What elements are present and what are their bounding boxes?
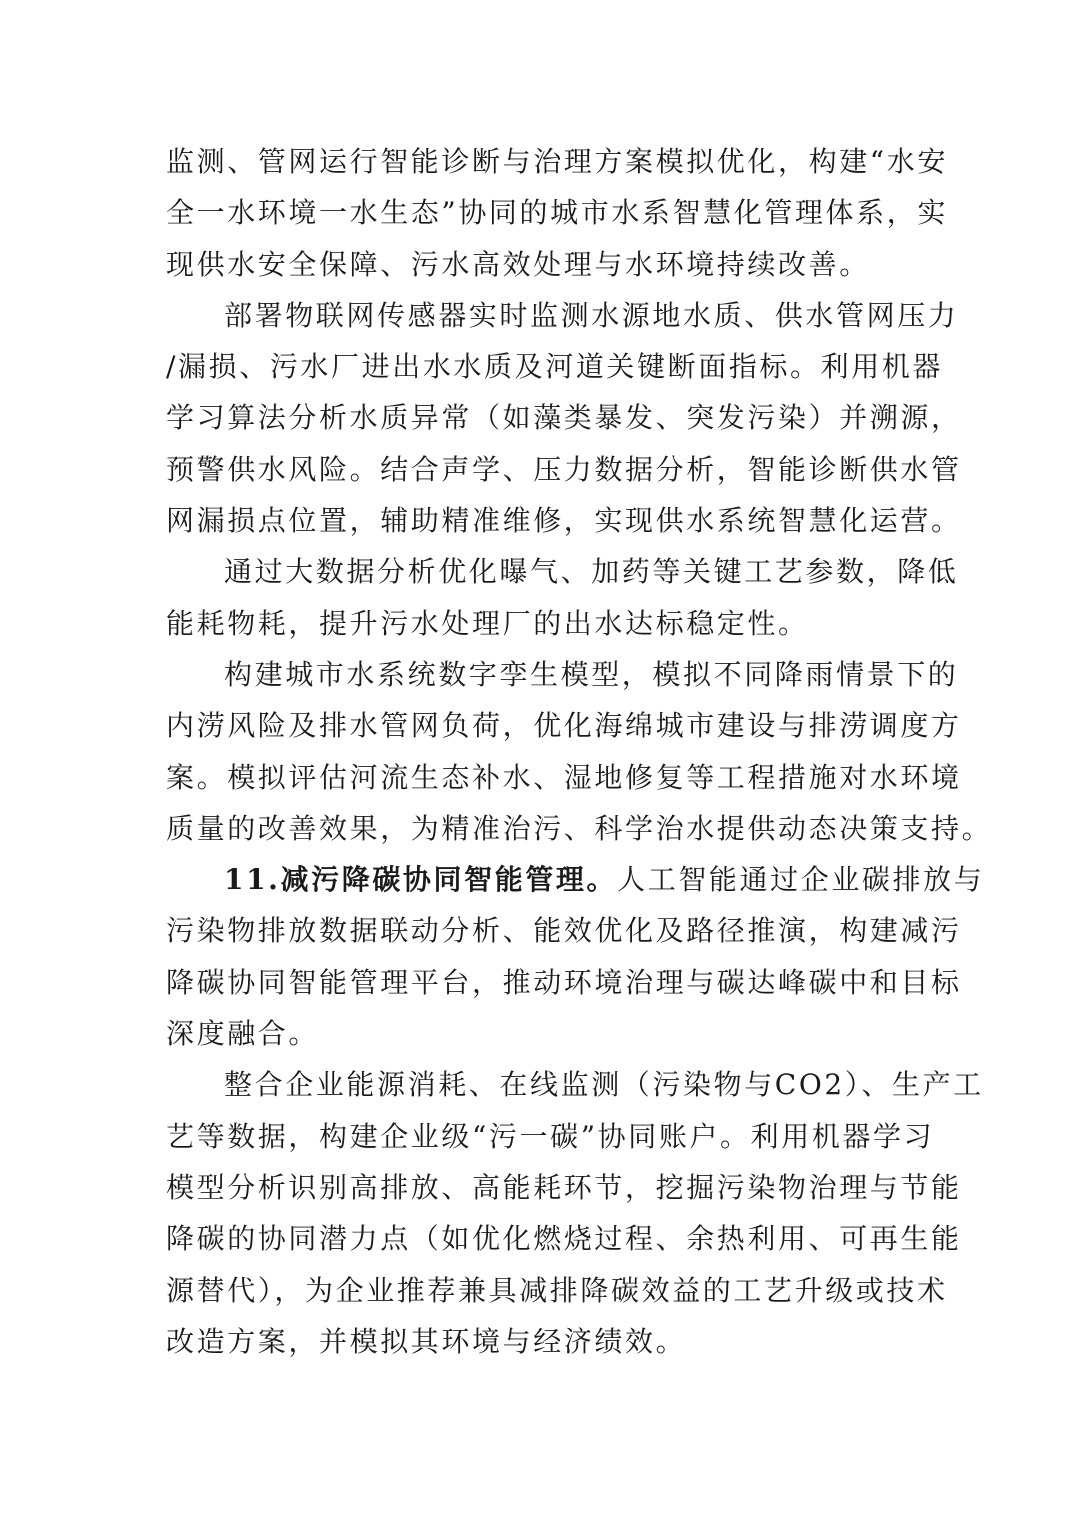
- text-line: 改造方案，并模拟其环境与经济绩效。: [166, 1324, 687, 1358]
- text-line: 内涝风险及排水管网负荷，优化海绵城市建设与排涝调度方: [166, 709, 962, 743]
- text-line: 模型分析识别高排放、高能耗环节，挖掘污染物治理与节能: [166, 1170, 962, 1204]
- section-heading: 11.减污降碳协同智能管理。: [224, 863, 618, 897]
- text-line: 现供水安全保障、污水高效处理与水环境持续改善。: [166, 247, 870, 281]
- text-line: 降碳协同智能管理平台，推动环境治理与碳达峰碳中和目标: [166, 965, 962, 999]
- text-line: 源替代），为企业推荐兼具减排降碳效益的工艺升级或技术: [166, 1273, 948, 1307]
- text-line: 预警供水风险。结合声学、压力数据分析，智能诊断供水管: [166, 452, 962, 486]
- text-line: 污染物排放数据联动分析、能效优化及路径推演，构建减污: [166, 914, 962, 948]
- text-line: 质量的改善效果，为精准治污、科学治水提供动态决策支持。: [166, 811, 993, 845]
- paragraph-first-line: 部署物联网传感器实时监测水源地水质、供水管网压力: [224, 298, 959, 332]
- section-heading-text: 人工智能通过企业碳排放与: [617, 863, 985, 897]
- section-heading-line: [166, 854, 985, 905]
- document-body: [166, 136, 993, 1367]
- text-line: /漏损、污水厂进出水水质及河道关键断面指标。利用机器: [166, 350, 944, 384]
- text-line: 降碳的协同潜力点（如优化燃烧过程、余热利用、可再生能: [166, 1222, 962, 1256]
- paragraph-first-line: 整合企业能源消耗、在线监测（污染物与CO2）、生产工: [224, 1068, 984, 1102]
- text-line: 深度融合。: [166, 1017, 320, 1051]
- text-line: 艺等数据，构建企业级“污一碳”协同账户。利用机器学习: [166, 1119, 935, 1153]
- text-line: 网漏损点位置，辅助精准维修，实现供水系统智慧化运营。: [166, 504, 962, 538]
- paragraph-first-line: 通过大数据分析优化曝气、加药等关键工艺参数，降低: [224, 555, 959, 589]
- paragraph-first-line: 构建城市水系统数字孪生模型，模拟不同降雨情景下的: [224, 657, 959, 691]
- text-line: 监测、管网运行智能诊断与治理方案模拟优化，构建“水安: [166, 145, 948, 178]
- text-line: 能耗物耗，提升污水处理厂的出水达标稳定性。: [166, 606, 809, 640]
- text-line: 案。模拟评估河流生态补水、湿地修复等工程措施对水环境: [166, 760, 962, 794]
- text-line: 全一水环境一水生态”协同的城市水系智慧化管理体系，实: [166, 196, 948, 230]
- text-line: 学习算法分析水质异常（如藻类暴发、突发污染）并溯源，: [166, 401, 962, 435]
